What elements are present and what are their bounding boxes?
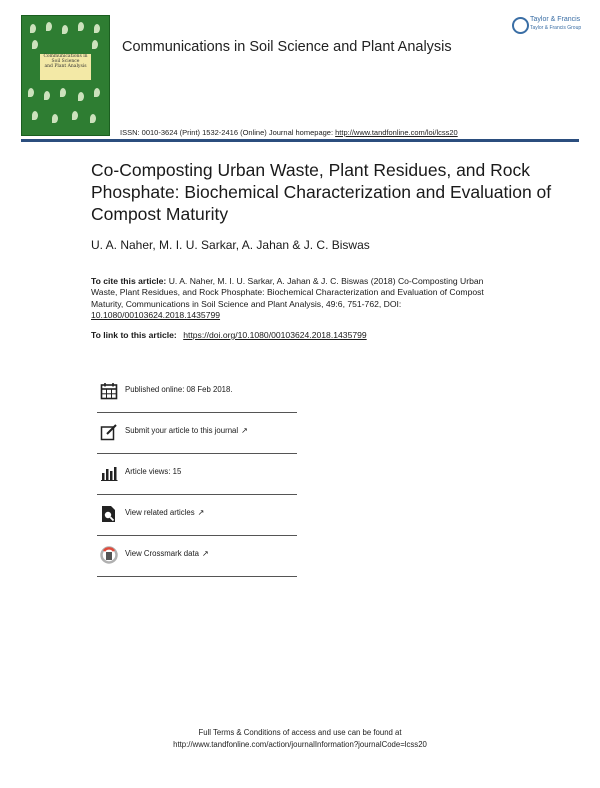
citation-label: To cite this article: <box>91 276 167 286</box>
cover-leaf-decoration <box>52 114 58 123</box>
article-authors: U. A. Naher, M. I. U. Sarkar, A. Jahan & J. C. Biswas <box>91 238 370 252</box>
publisher-logo-text: Taylor & Francis <box>530 16 581 23</box>
external-link-icon: ↗ <box>197 508 205 517</box>
publisher-logo-subtext: Taylor & Francis Group <box>530 25 582 31</box>
cover-leaf-decoration <box>32 111 38 120</box>
related-articles-label: View related articles <box>125 508 195 517</box>
cover-leaf-decoration <box>78 22 84 31</box>
footer-terms-text: Full Terms & Conditions of access and use can be found at <box>198 728 402 737</box>
article-link-line <box>91 330 367 340</box>
article-views-label: Article views: 15 <box>125 467 182 476</box>
external-link-icon: ↗ <box>201 549 209 558</box>
cover-leaf-decoration <box>28 88 34 97</box>
footer-terms-link[interactable]: http://www.tandfonline.com/action/journalInformation?journalCode=lcss20 <box>173 740 427 749</box>
calendar-icon <box>100 382 118 400</box>
cover-leaf-decoration <box>62 25 68 34</box>
page-footer <box>0 727 600 751</box>
issn-text: ISSN: 0010-3624 (Print) 1532-2416 (Online) Journal homepage: <box>120 128 334 137</box>
publisher-logo-icon <box>512 17 529 34</box>
crossmark-row[interactable] <box>97 536 297 577</box>
submit-article-row[interactable] <box>97 413 297 454</box>
cover-text-line: and Plant Analysis <box>44 64 87 69</box>
cover-leaf-decoration <box>72 111 78 120</box>
published-online-row <box>97 372 297 413</box>
bar-chart-icon <box>100 464 118 482</box>
submit-article-link[interactable] <box>125 426 248 435</box>
header-divider <box>21 139 579 142</box>
citation-doi-link[interactable]: 10.1080/00103624.2018.1435799 <box>91 310 221 321</box>
cover-leaf-decoration <box>60 88 66 97</box>
crossmark-icon <box>100 546 118 564</box>
cover-leaf-decoration <box>44 91 50 100</box>
cover-leaf-decoration <box>46 22 52 31</box>
edit-icon <box>100 423 118 441</box>
cover-leaf-decoration <box>94 88 100 97</box>
cover-leaf-decoration <box>78 92 84 101</box>
cover-title-band <box>40 54 91 80</box>
external-link-icon: ↗ <box>241 426 248 435</box>
article-title: Co-Composting Urban Waste, Plant Residues, and Rock Phosphate: Biochemical Characterization and Evaluation of Compost Maturity <box>91 160 552 224</box>
cover-leaf-decoration <box>94 24 100 33</box>
publisher-logo[interactable] <box>512 15 584 35</box>
cover-text-line: Soil Science <box>51 59 80 64</box>
related-articles-row[interactable] <box>97 495 297 536</box>
citation-text: U. A. Naher, M. I. U. Sarkar, A. Jahan & J. C. Biswas (2018) Co-Composting Urban Waste, Plant Residues, and Rock Phosphate: Biochemical Characterization and Evaluation of Compost Maturity, Communications in Soil Science and Plant Analysis, 49:6, 751-762, DOI: <box>91 276 484 309</box>
crossmark-link[interactable] <box>125 549 209 558</box>
cover-text-line: Communications in <box>43 54 88 59</box>
issn-line <box>120 128 458 137</box>
citation-block <box>91 276 511 322</box>
submit-article-label: Submit your article to this journal <box>125 426 239 435</box>
article-views-row <box>97 454 297 495</box>
cover-leaf-decoration <box>30 24 36 33</box>
journal-name[interactable]: Communications in Soil Science and Plant Analysis <box>122 39 452 55</box>
journal-homepage-link[interactable]: http://www.tandfonline.com/loi/lcss20 <box>335 128 458 137</box>
published-online-label: Published online: 08 Feb 2018. <box>125 385 233 394</box>
link-label: To link to this article: <box>91 330 177 340</box>
related-icon <box>100 505 118 523</box>
related-articles-link[interactable] <box>125 508 204 517</box>
article-actions <box>97 372 297 577</box>
cover-leaf-decoration <box>92 40 98 49</box>
journal-cover-image <box>21 15 110 136</box>
cover-leaf-decoration <box>32 40 38 49</box>
cover-leaf-decoration <box>90 114 96 123</box>
crossmark-label: View Crossmark data <box>125 549 199 558</box>
article-doi-link[interactable]: https://doi.org/10.1080/00103624.2018.1435799 <box>183 330 367 340</box>
